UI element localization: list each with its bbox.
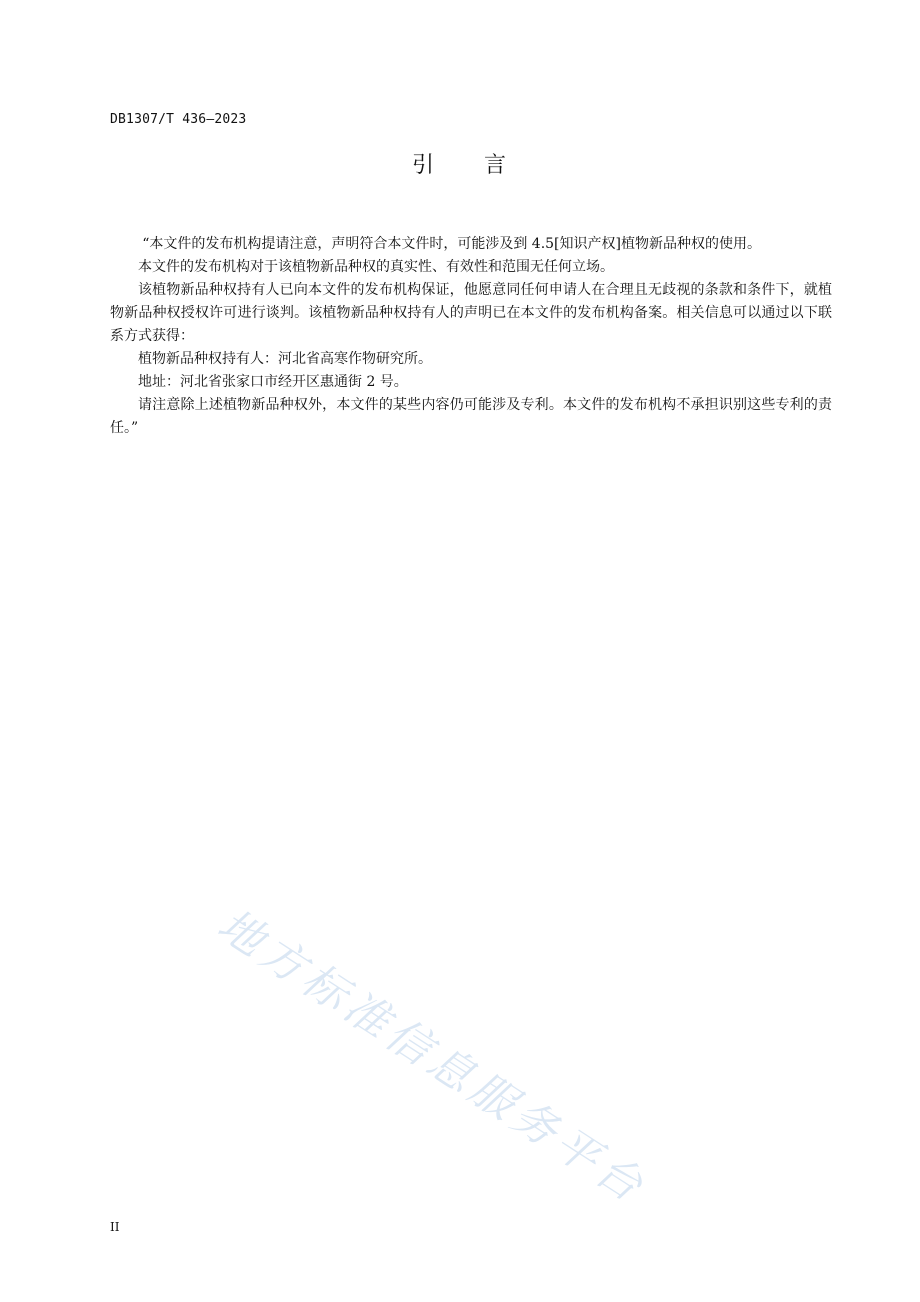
- page-number: II: [110, 1220, 120, 1234]
- paragraph-holder-address: 地址：河北省张家口市经开区惠通街 2 号。: [138, 374, 408, 390]
- paragraph-holder-assurance: 该植物新品种权持有人已向本文件的发布机构保证，他愿意同任何申请人在合理且无歧视的条款和条件下，就植物新品种权授权许可进行谈判。该植物新品种权持有人的声明已在本文件的发布机构备案。相关信息可以通过以下联系方式获得：: [110, 282, 832, 344]
- page-title-char-2: 言: [484, 153, 509, 178]
- paragraph-holder-name: 植物新品种权持有人：河北省高寒作物研究所。: [138, 351, 432, 367]
- paragraph-patent-notice: “本文件的发布机构提请注意，声明符合本文件时，可能涉及到 4.5[知识产权]植物新品种权的使用。: [142, 236, 761, 252]
- document-code: DB1307/T 436—2023: [110, 112, 247, 127]
- paragraph-no-position: 本文件的发布机构对于该植物新品种权的真实性、有效性和范围无任何立场。: [138, 259, 614, 275]
- paragraph-other-patents: 请注意除上述植物新品种权外，本文件的某些内容仍可能涉及专利。本文件的发布机构不承担识别这些专利的责任。”: [110, 397, 832, 436]
- page-title-char-1: 引: [411, 153, 436, 178]
- watermark: 地方标准信息服务平台: [208, 899, 656, 1215]
- introduction-body: [110, 233, 832, 440]
- page-title: [0, 148, 920, 179]
